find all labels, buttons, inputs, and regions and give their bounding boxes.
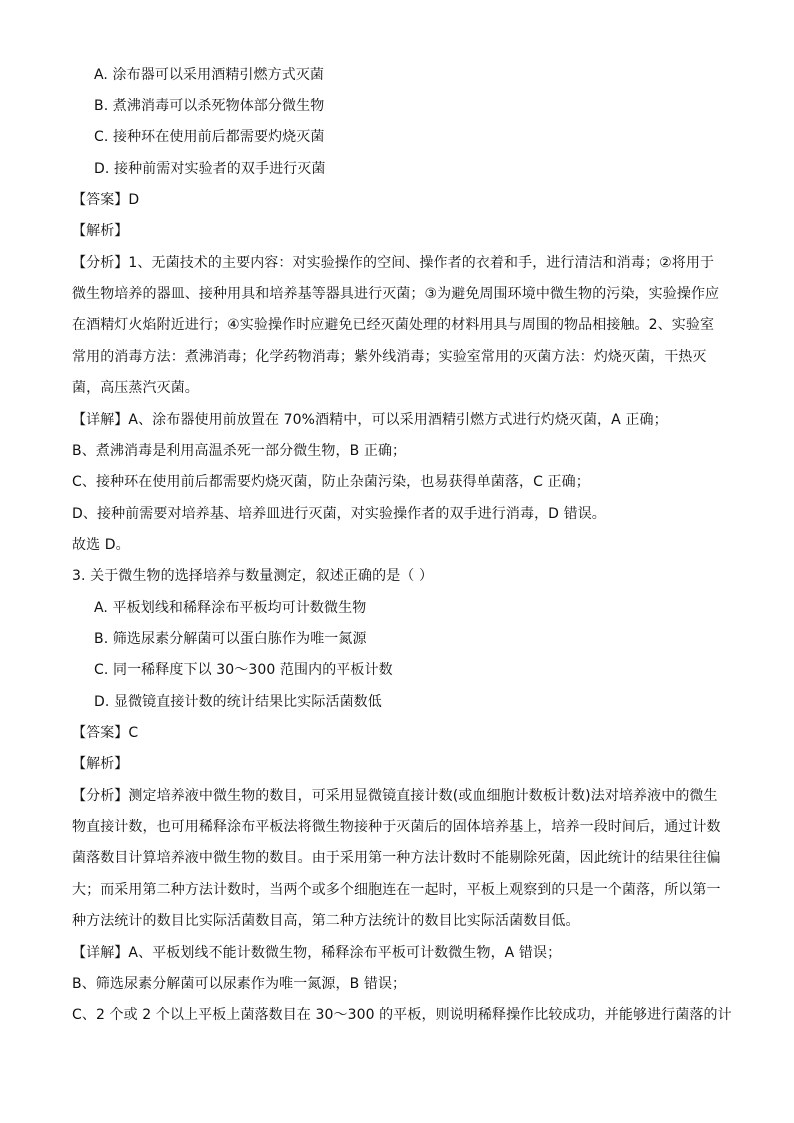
q3-option-c: C. 同一稀释度下以 30～300 范围内的平板计数 [94, 662, 393, 678]
q3-xiangjie-line: 【详解】A、平板划线不能计数微生物，稀释涂布平板可计数微生物，A 错误； [72, 945, 562, 961]
q2-option-b: B. 煮沸消毒可以杀死物体部分微生物 [94, 98, 325, 114]
q2-fenxi-line: 菌，高压蒸汽灭菌。 [72, 380, 199, 396]
q2-xiangjie-line: B、煮沸消毒是利用高温杀死一部分微生物，B 正确； [72, 443, 407, 459]
q3-xiangjie-line: B、筛选尿素分解菌可以尿素作为唯一氮源，B 错误； [72, 976, 407, 992]
q2-xiangjie-line: C、接种环在使用前后都需要灼烧灭菌，防止杂菌污染，也易获得单菌落，C 正确； [72, 474, 590, 490]
q2-fenxi-line: 在酒精灯火焰附近进行；④实验操作时应避免已经灭菌处理的材料用具与周围的物品相接触。2、实验室 [72, 317, 715, 333]
q3-stem: 3. 关于微生物的选择培养与数量测定，叙述正确的是（ ） [72, 568, 434, 584]
q2-xiangjie-line: D、接种前需要对培养基、培养皿进行灭菌，对实验操作者的双手进行消毒，D 错误。 [72, 506, 606, 522]
q3-option-a: A. 平板划线和稀释涂布平板均可计数微生物 [94, 600, 367, 616]
q2-option-c: C. 接种环在使用前后都需要灼烧灭菌 [94, 129, 325, 145]
q3-fenxi-line: 种方法统计的数目比实际活菌数目高，第二种方法统计的数目比实际活菌数目低。 [72, 913, 580, 929]
q3-fenxi-line: 大；而采用第二种方法计数时，当两个或多个细胞连在一起时，平板上观察到的只是一个菌落，所以第一 [72, 882, 721, 898]
q3-xiangjie-line: C、2 个或 2 个以上平板上菌落数目在 30～300 的平板，则说明稀释操作比较成功，并能够进行菌落的计 [72, 1007, 732, 1023]
q2-fenxi-line: 【分析】1、无菌技术的主要内容：对实验操作的空间、操作者的衣着和手，进行清洁和消毒；②将用于 [72, 255, 715, 271]
q3-analysis-heading: 【解析】 [72, 756, 129, 772]
q3-option-b: B. 筛选尿素分解菌可以蛋白胨作为唯一氮源 [94, 631, 367, 647]
q2-xiangjie-line: 【详解】A、涂布器使用前放置在 70%酒精中，可以采用酒精引燃方式进行灼烧灭菌，A 正确； [72, 412, 668, 428]
q2-option-a: A. 涂布器可以采用酒精引燃方式灭菌 [94, 67, 325, 83]
q2-analysis-heading: 【解析】 [72, 223, 129, 239]
q3-fenxi-line: 菌落数目计算培养液中微生物的数目。由于采用第一种方法计数时不能剔除死菌，因此统计的结果往往偏 [72, 850, 721, 866]
q3-answer: 【答案】C [72, 725, 139, 741]
q2-fenxi-line: 常用的消毒方法：煮沸消毒；化学药物消毒；紫外线消毒；实验室常用的灭菌方法：灼烧灭菌，干热灭 [72, 349, 707, 365]
q2-conclusion: 故选 D。 [72, 537, 130, 553]
q3-option-d: D. 显微镜直接计数的统计结果比实际活菌数低 [94, 694, 382, 710]
q2-answer: 【答案】D [72, 192, 140, 208]
q2-fenxi-line: 微生物培养的器皿、接种用具和培养基等器具进行灭菌；③为避免周围环境中微生物的污染，实验操作应 [72, 286, 720, 302]
q3-fenxi-line: 物直接计数，也可用稀释涂布平板法将微生物接种于灭菌后的固体培养基上，培养一段时间后，通过计数 [72, 819, 721, 835]
q2-option-d: D. 接种前需对实验者的双手进行灭菌 [94, 161, 326, 177]
q3-fenxi-line: 【分析】测定培养液中微生物的数目，可采用显微镜直接计数(或血细胞计数板计数)法对培养液中的微生 [72, 788, 718, 804]
